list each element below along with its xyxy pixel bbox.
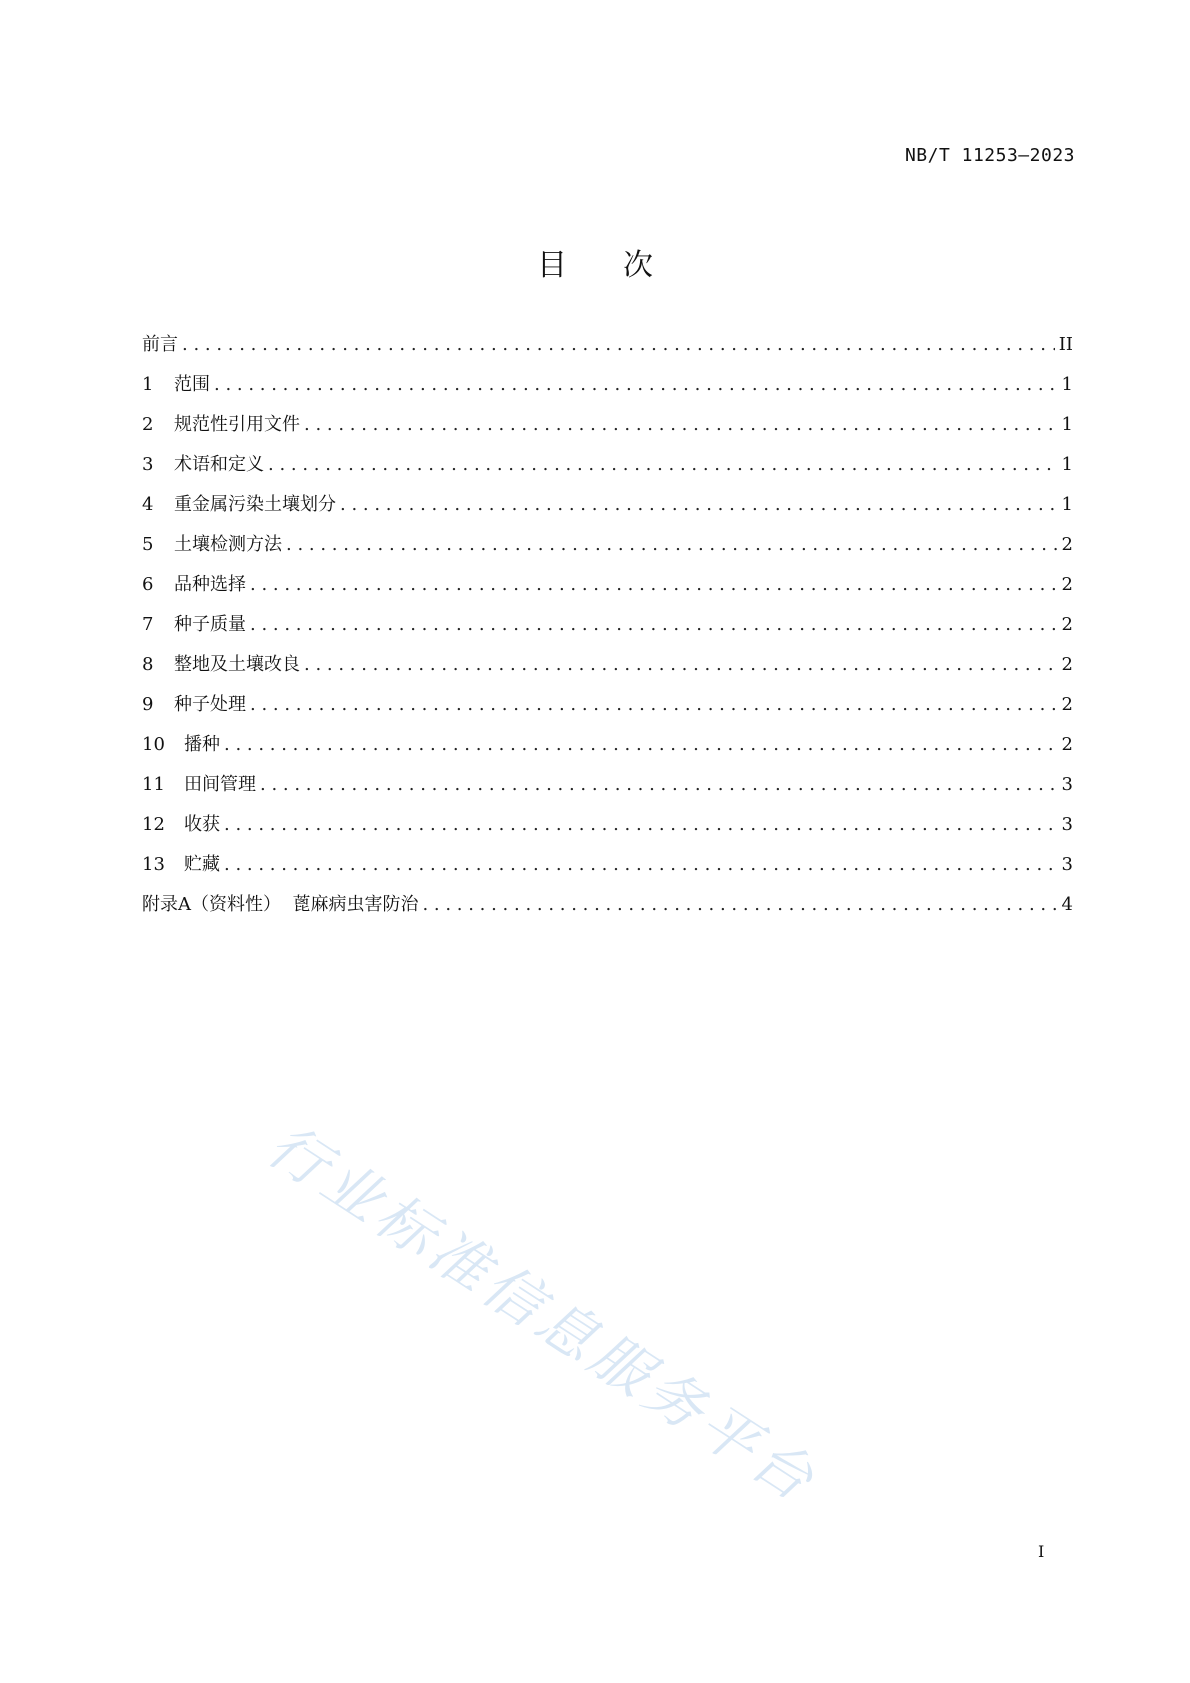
toc-entry-number: 10 (142, 734, 165, 755)
toc-entry-label: 重金属污染土壤划分 (174, 494, 336, 515)
toc-entry-page: 1 (1061, 414, 1073, 435)
toc-entry-page: 3 (1061, 854, 1073, 875)
toc-leader-dots (268, 454, 1058, 475)
toc-entry[interactable] (142, 850, 1073, 890)
toc-entry[interactable] (142, 650, 1073, 690)
toc-entry-page: 1 (1061, 494, 1073, 515)
toc-entry-page: 2 (1061, 654, 1073, 675)
toc-entry-label: 范围 (174, 374, 210, 395)
toc-entry-number: 5 (142, 534, 154, 555)
toc-entry[interactable] (142, 410, 1073, 450)
toc-entry-page: 2 (1061, 534, 1073, 555)
toc-entry[interactable] (142, 730, 1073, 770)
toc-leader-dots (250, 574, 1058, 595)
toc-entry[interactable] (142, 450, 1073, 490)
toc-entry-number: 13 (142, 854, 165, 875)
toc-leader-dots (250, 614, 1058, 635)
toc-entry-label: 种子质量 (174, 614, 246, 635)
toc-leader-dots (340, 494, 1058, 515)
toc-leader-dots (214, 374, 1058, 395)
toc-entry-number: 3 (142, 454, 154, 475)
table-of-contents (142, 330, 1073, 930)
toc-entry[interactable] (142, 610, 1073, 650)
page-title: 目次 (537, 248, 709, 283)
toc-entry-page: 3 (1061, 814, 1073, 835)
toc-entry[interactable] (142, 690, 1073, 730)
toc-entry-number: 2 (142, 414, 154, 435)
toc-leader-dots (224, 814, 1058, 835)
watermark: 行业标准信息服务平台 (255, 1110, 830, 1517)
toc-entry[interactable] (142, 490, 1073, 530)
toc-entry-number: 1 (142, 374, 154, 395)
toc-entry-page: II (1058, 334, 1073, 355)
toc-entry[interactable] (142, 370, 1073, 410)
toc-entry-page: 1 (1061, 454, 1073, 475)
toc-leader-dots (304, 414, 1058, 435)
toc-entry-page: 2 (1061, 694, 1073, 715)
toc-entry-number: 12 (142, 814, 165, 835)
toc-entry-label: 贮藏 (184, 854, 220, 875)
toc-entry-label: 土壤检测方法 (174, 534, 282, 555)
toc-entry-number: 4 (142, 494, 154, 515)
toc-entry[interactable] (142, 530, 1073, 570)
toc-entry-number: 6 (142, 574, 154, 595)
toc-entry-page: 4 (1061, 894, 1073, 915)
toc-leader-dots (260, 774, 1058, 795)
toc-entry[interactable] (142, 810, 1073, 850)
standard-code: NB/T 11253—2023 (904, 145, 1075, 166)
toc-entry[interactable] (142, 330, 1073, 370)
toc-entry[interactable] (142, 890, 1073, 930)
toc-entry-label: 规范性引用文件 (174, 414, 300, 435)
toc-leader-dots (422, 894, 1057, 915)
toc-leader-dots (304, 654, 1058, 675)
toc-entry-label: 整地及土壤改良 (174, 654, 300, 675)
toc-entry-page: 2 (1061, 574, 1073, 595)
toc-entry-label: 术语和定义 (174, 454, 264, 475)
toc-leader-dots (182, 334, 1055, 355)
toc-entry-number: 8 (142, 654, 154, 675)
toc-entry-page: 3 (1061, 774, 1073, 795)
toc-entry-number: 9 (142, 694, 154, 715)
toc-entry-label: 收获 (184, 814, 220, 835)
toc-entry[interactable] (142, 770, 1073, 810)
toc-entry-label: 田间管理 (184, 774, 256, 795)
toc-entry-number: 11 (142, 774, 165, 795)
toc-entry-label: 前言 (142, 334, 178, 355)
toc-entry-label: 附录A（资料性） 蓖麻病虫害防治 (142, 894, 419, 915)
toc-leader-dots (250, 694, 1058, 715)
toc-leader-dots (224, 854, 1058, 875)
toc-entry-number: 7 (142, 614, 154, 635)
toc-entry-label: 播种 (184, 734, 220, 755)
toc-entry-label: 品种选择 (174, 574, 246, 595)
toc-entry-page: 1 (1061, 374, 1073, 395)
toc-entry-page: 2 (1061, 734, 1073, 755)
toc-entry-page: 2 (1061, 614, 1073, 635)
toc-entry-label: 种子处理 (174, 694, 246, 715)
toc-leader-dots (286, 534, 1058, 555)
toc-leader-dots (224, 734, 1058, 755)
toc-entry[interactable] (142, 570, 1073, 610)
page-number: I (1038, 1542, 1045, 1561)
